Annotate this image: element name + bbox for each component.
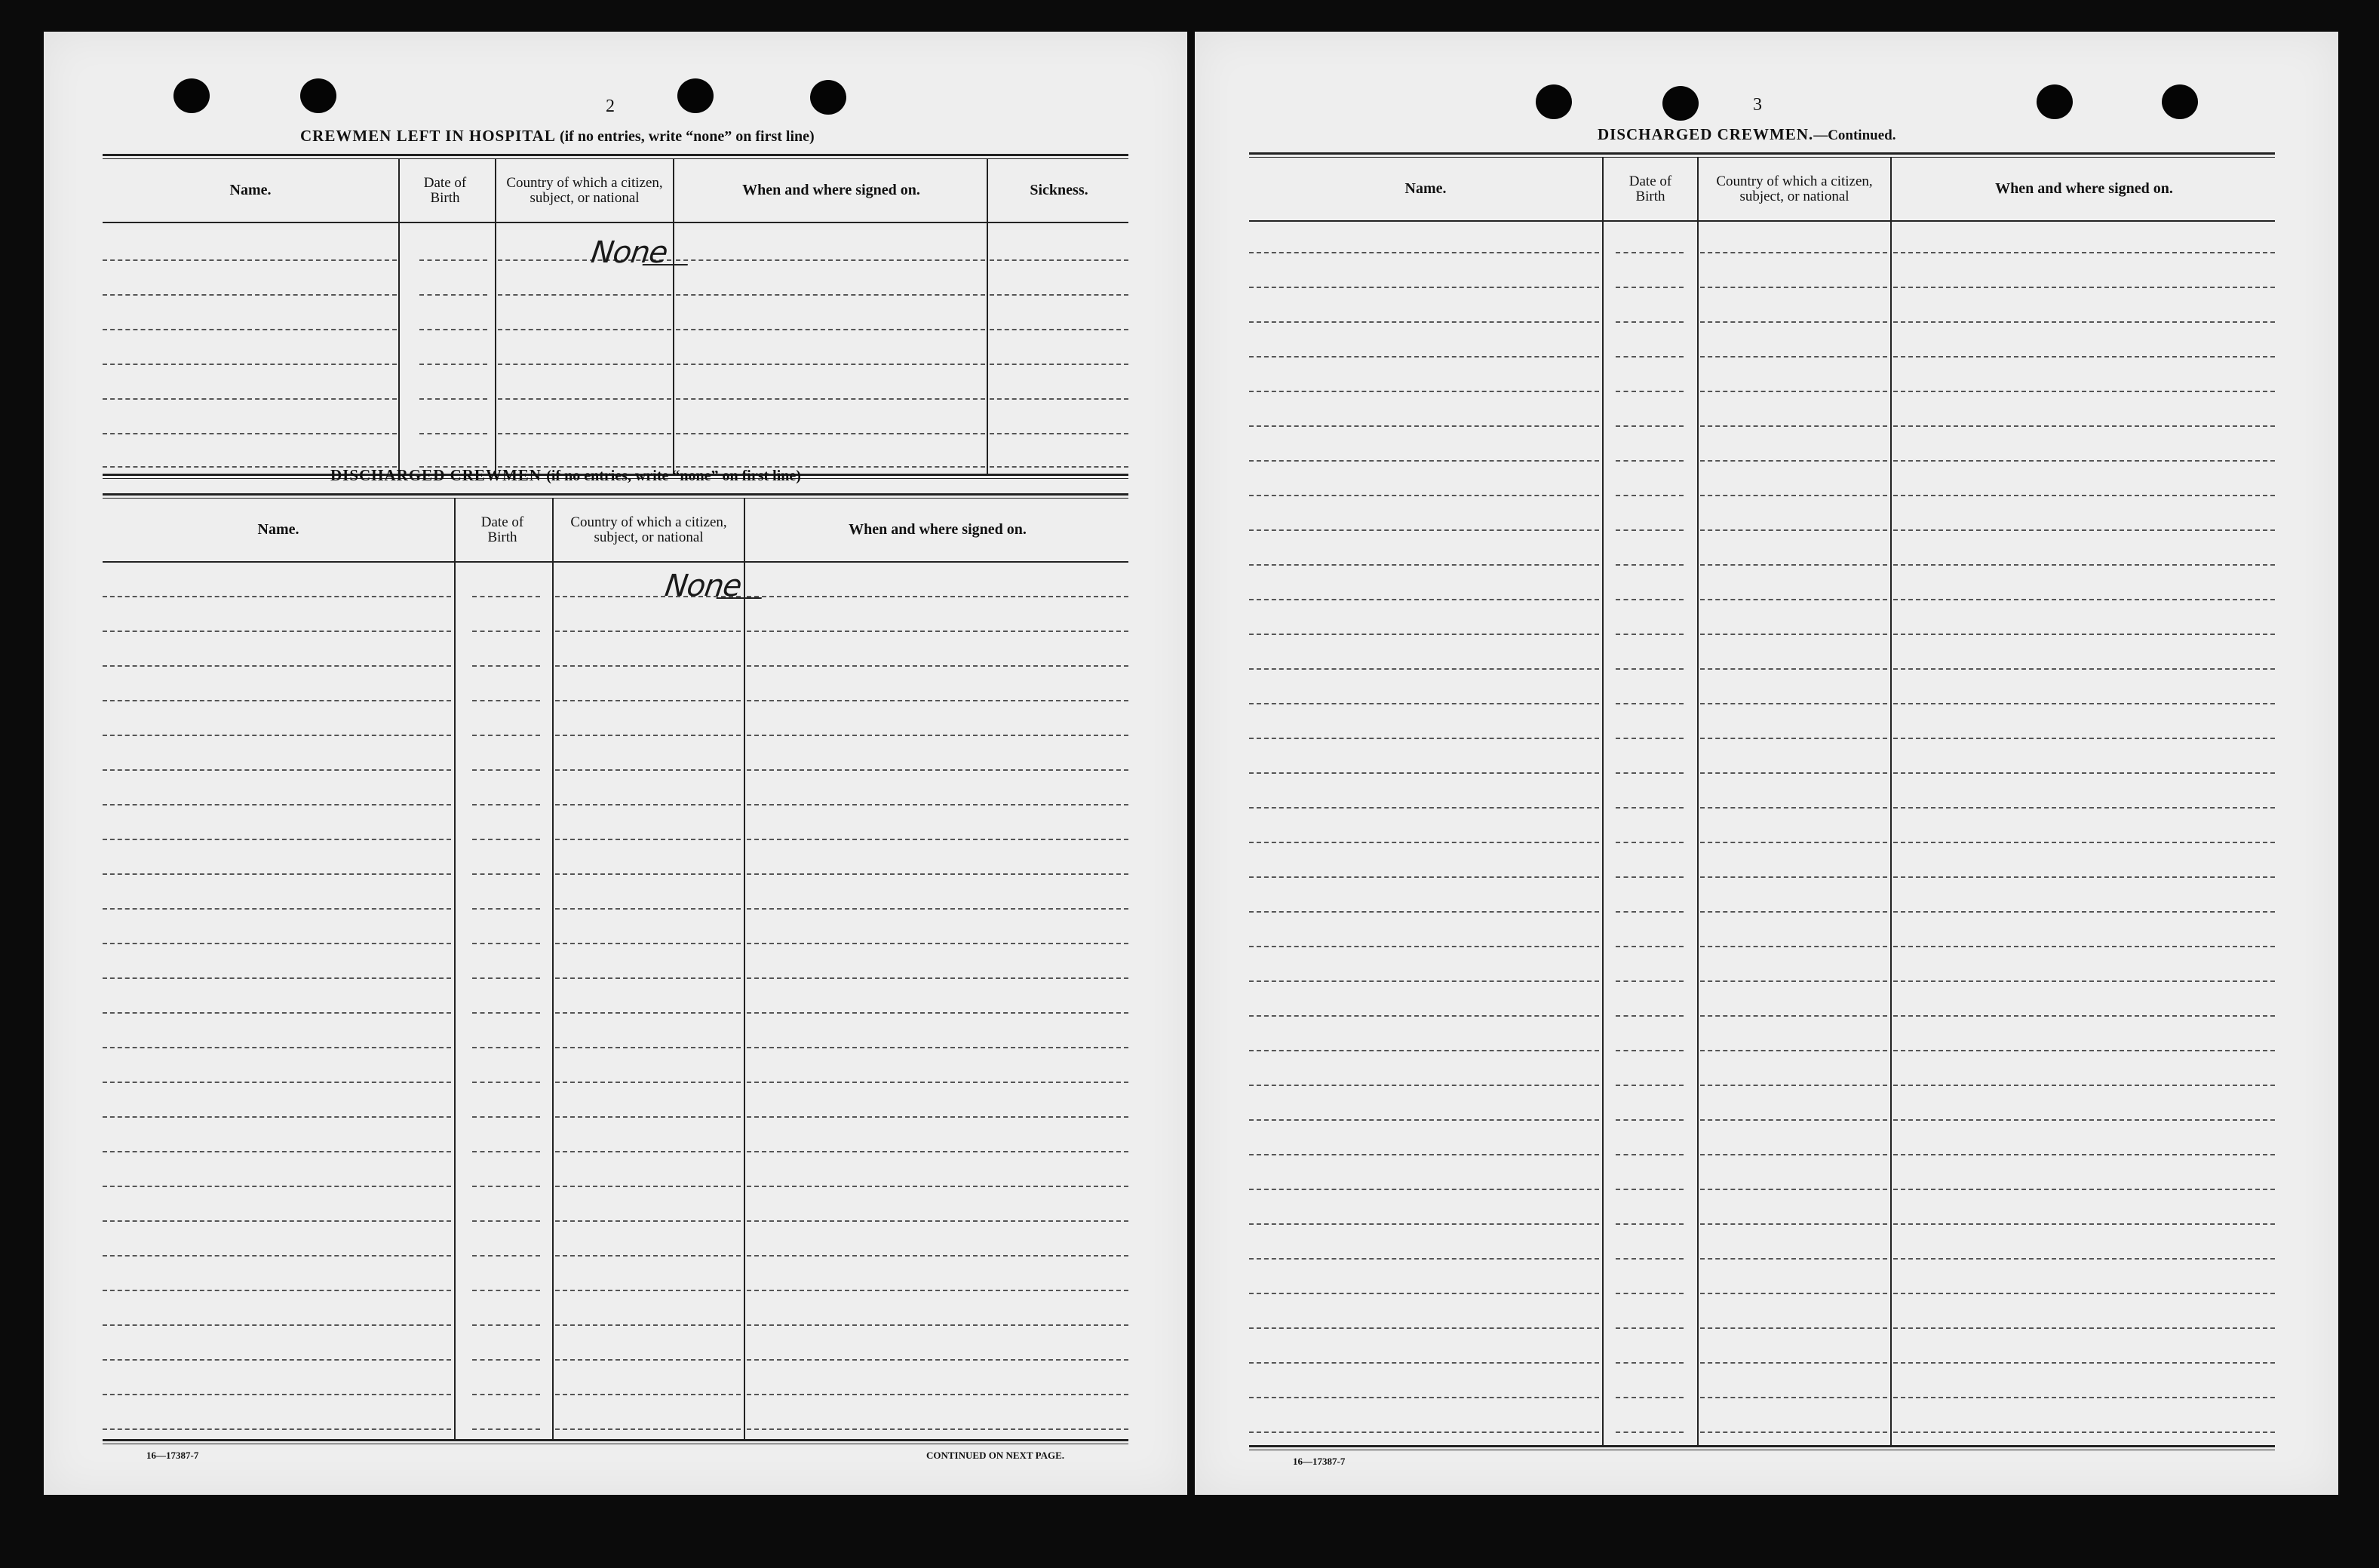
ruled-line (555, 735, 741, 736)
ruled-line (472, 769, 540, 771)
ruled-line (1700, 529, 1887, 531)
ruled-line (472, 1151, 540, 1152)
ruled-line (555, 769, 741, 771)
ruled-line (472, 1255, 540, 1257)
ruled-line (1893, 1362, 2275, 1364)
ruled-line (103, 700, 451, 701)
ruled-line (1893, 1154, 2275, 1155)
ruled-line (747, 804, 1128, 805)
col-date-of-birth: Date of Birth (480, 514, 524, 545)
col-name: Name. (1404, 180, 1447, 197)
ruled-line (747, 665, 1128, 667)
ruled-line (1249, 356, 1599, 357)
ruled-line (1700, 1154, 1887, 1155)
ruled-line (103, 943, 451, 944)
ruled-line (1700, 946, 1887, 947)
punch-hole (810, 80, 846, 115)
ruled-line (472, 804, 540, 805)
section-title-discharged (330, 466, 801, 485)
form-number: 16—17387-7 (146, 1450, 199, 1461)
ruled-line (103, 1394, 451, 1395)
ruled-line (1249, 1223, 1599, 1225)
ruled-line (1616, 287, 1684, 288)
punch-hole (2037, 84, 2073, 119)
ruled-line (1893, 738, 2275, 739)
ruled-line (1700, 911, 1887, 913)
ruled-line (555, 943, 741, 944)
ruled-line (1893, 1258, 2275, 1260)
ruled-line (103, 1255, 451, 1257)
ruled-line (1893, 564, 2275, 566)
ruled-line (1249, 634, 1599, 635)
ruled-line (103, 1428, 451, 1430)
col-country: Country of which a citizen, subject, or national (1716, 173, 1873, 204)
ruled-line (103, 908, 451, 910)
ruled-line (1249, 321, 1599, 323)
section-title-hospital (300, 127, 815, 146)
ruled-line (1700, 634, 1887, 635)
ruled-line (1893, 599, 2275, 600)
page-number: 2 (606, 97, 615, 116)
ruled-line (1700, 1015, 1887, 1017)
col-sickness: Sickness. (1030, 182, 1088, 198)
ruled-line (472, 1290, 540, 1291)
ruled-line (1616, 460, 1684, 462)
ruled-line (555, 1151, 741, 1152)
ruled-line (1616, 425, 1684, 427)
ruled-line (1616, 807, 1684, 809)
ruled-line (472, 943, 540, 944)
ruled-line (747, 769, 1128, 771)
ruled-line (1249, 1050, 1599, 1051)
ruled-line (555, 1394, 741, 1395)
ruled-line (1249, 703, 1599, 704)
col-signed-on: When and where signed on. (1995, 180, 2173, 197)
ruled-line (555, 839, 741, 840)
ruled-line (1893, 252, 2275, 253)
ruled-line (1700, 599, 1887, 600)
punch-hole (1536, 84, 1572, 119)
ruled-line (747, 700, 1128, 701)
ruled-line (1700, 980, 1887, 982)
col-name: Name. (229, 182, 272, 198)
ruled-line (1249, 1362, 1599, 1364)
ruled-line (103, 804, 451, 805)
ruled-line (1249, 1397, 1599, 1398)
ruled-line (1616, 599, 1684, 600)
ruled-line (1893, 1119, 2275, 1121)
col-date-of-birth: Date of Birth (423, 175, 467, 206)
ruled-line (103, 1116, 451, 1118)
ruled-line (1249, 1293, 1599, 1294)
ruled-line (1616, 703, 1684, 704)
ruled-line (555, 1012, 741, 1014)
ruled-line (1249, 460, 1599, 462)
ruled-line (555, 1324, 741, 1326)
ruled-line (1700, 391, 1887, 392)
ruled-line (1893, 425, 2275, 427)
ruled-line (1893, 1085, 2275, 1086)
ruled-line (747, 1428, 1128, 1430)
discharged-instruction: (if no entries, write “none” on first line) (546, 468, 801, 484)
ruled-line (1616, 738, 1684, 739)
ruled-line (1249, 946, 1599, 947)
ruled-line (555, 1290, 741, 1291)
ruled-line (1700, 1050, 1887, 1051)
ruled-line (1893, 1015, 2275, 1017)
col-name: Name. (257, 521, 299, 538)
section-title-discharged-continued (1598, 125, 1896, 144)
hospital-table (103, 154, 1128, 475)
ruled-line (1249, 599, 1599, 600)
ruled-line (1616, 564, 1684, 566)
ruled-line (555, 1047, 741, 1048)
ruled-line (472, 1324, 540, 1326)
ruled-line (1700, 1223, 1887, 1225)
left-page (44, 32, 1187, 1495)
ruled-line (1249, 1327, 1599, 1329)
ruled-line (103, 631, 451, 632)
ruled-line (1249, 807, 1599, 809)
ruled-line (1893, 807, 2275, 809)
ruled-line (1616, 634, 1684, 635)
ruled-line (1700, 564, 1887, 566)
right-page (1195, 32, 2338, 1495)
ruled-line (1616, 1293, 1684, 1294)
ruled-line (1616, 1431, 1684, 1433)
ruled-line (747, 873, 1128, 875)
ruled-line (1616, 252, 1684, 253)
ruled-line (1616, 1119, 1684, 1121)
ruled-line (747, 839, 1128, 840)
ruled-line (1616, 946, 1684, 947)
ruled-line (747, 1012, 1128, 1014)
ruled-line (472, 1012, 540, 1014)
ruled-line (747, 1255, 1128, 1257)
ruled-line (1893, 1327, 2275, 1329)
ruled-line (1700, 1258, 1887, 1260)
ruled-line (103, 1151, 451, 1152)
ruled-line (472, 1082, 540, 1083)
ruled-line (1249, 1085, 1599, 1086)
col-signed-on: When and where signed on. (742, 182, 920, 198)
ruled-line (103, 665, 451, 667)
ruled-line (1893, 1293, 2275, 1294)
ruled-line (555, 665, 741, 667)
ruled-line (555, 1428, 741, 1430)
ruled-line (1249, 1258, 1599, 1260)
ruled-line (472, 908, 540, 910)
ruled-line (103, 1082, 451, 1083)
ruled-line (1700, 1362, 1887, 1364)
ruled-line (555, 1220, 741, 1222)
ruled-line (103, 873, 451, 875)
discharged-continued-table (1249, 152, 2275, 1450)
ruled-line (1249, 252, 1599, 253)
discharged-title-text: DISCHARGED CREWMEN (330, 466, 542, 484)
ruled-line (1700, 252, 1887, 253)
ruled-line (1616, 391, 1684, 392)
ruled-line (1893, 391, 2275, 392)
ruled-line (1616, 876, 1684, 878)
ruled-line (472, 700, 540, 701)
ruled-line (472, 977, 540, 979)
ruled-line (1616, 911, 1684, 913)
ruled-line (1893, 321, 2275, 323)
ruled-line (1893, 1189, 2275, 1190)
continued-note: CONTINUED ON NEXT PAGE. (926, 1450, 1064, 1461)
ruled-line (1249, 668, 1599, 670)
ruled-line (747, 735, 1128, 736)
ruled-line (555, 1359, 741, 1361)
ruled-line (103, 1186, 451, 1187)
ruled-line (1700, 460, 1887, 462)
ruled-line (1616, 356, 1684, 357)
ruled-line (1700, 495, 1887, 496)
ruled-line (1616, 495, 1684, 496)
ruled-line (1700, 668, 1887, 670)
ruled-line (472, 873, 540, 875)
ruled-line (1249, 287, 1599, 288)
ruled-line (1700, 1189, 1887, 1190)
ruled-line (1616, 1397, 1684, 1398)
punch-hole (2162, 84, 2198, 119)
ruled-line (1249, 425, 1599, 427)
ruled-line (1893, 634, 2275, 635)
ruled-line (1616, 772, 1684, 774)
ruled-line (472, 665, 540, 667)
ruled-line (555, 1186, 741, 1187)
ruled-line (747, 596, 1128, 597)
ruled-line (1616, 842, 1684, 843)
col-signed-on: When and where signed on. (849, 521, 1027, 538)
ruled-line (1616, 980, 1684, 982)
ruled-line (1249, 529, 1599, 531)
ruled-line (1700, 425, 1887, 427)
ruled-line (1616, 668, 1684, 670)
ruled-line (747, 1220, 1128, 1222)
ruled-line (555, 804, 741, 805)
ruled-line (1893, 529, 2275, 531)
page-number: 3 (1753, 95, 1762, 115)
ruled-line (1249, 1431, 1599, 1433)
ruled-line (1893, 703, 2275, 704)
ruled-line (103, 769, 451, 771)
ruled-line (1700, 356, 1887, 357)
ruled-line (747, 977, 1128, 979)
ruled-line (1893, 668, 2275, 670)
ruled-line (555, 977, 741, 979)
ruled-line (472, 1220, 540, 1222)
title-text: DISCHARGED CREWMEN. (1598, 125, 1814, 143)
ruled-line (472, 839, 540, 840)
ruled-line (1700, 876, 1887, 878)
ruled-line (1893, 946, 2275, 947)
ruled-line (1700, 807, 1887, 809)
ruled-line (1893, 287, 2275, 288)
discharged-table (103, 493, 1128, 1444)
ruled-line (1893, 842, 2275, 843)
ruled-line (1616, 1154, 1684, 1155)
form-number: 16—17387-7 (1293, 1456, 1346, 1467)
ruled-line (555, 631, 741, 632)
ruled-line (1700, 1119, 1887, 1121)
ruled-line (747, 1082, 1128, 1083)
ruled-line (1893, 980, 2275, 982)
ruled-line (1700, 1431, 1887, 1433)
ruled-line (1700, 1327, 1887, 1329)
ruled-line (1616, 529, 1684, 531)
ruled-line (1616, 1085, 1684, 1086)
ruled-line (1249, 1189, 1599, 1190)
ruled-line (1893, 460, 2275, 462)
handwritten-none: None (588, 235, 670, 270)
ruled-line (103, 735, 451, 736)
ruled-line (1249, 495, 1599, 496)
ruled-line (747, 1290, 1128, 1291)
ruled-line (103, 1047, 451, 1048)
ruled-line (472, 596, 540, 597)
ruled-line (747, 1151, 1128, 1152)
ruled-line (103, 596, 451, 597)
ruled-line (747, 1047, 1128, 1048)
ruled-line (1700, 772, 1887, 774)
ruled-line (747, 1359, 1128, 1361)
ruled-line (1616, 1258, 1684, 1260)
ruled-line (1893, 356, 2275, 357)
ruled-line (747, 1394, 1128, 1395)
title-suffix: —Continued. (1813, 127, 1896, 143)
ruled-line (555, 873, 741, 875)
ruled-line (747, 1324, 1128, 1326)
col-country: Country of which a citizen, subject, or national (570, 514, 727, 545)
ruled-line (555, 908, 741, 910)
ruled-line (1249, 564, 1599, 566)
ruled-line (103, 1220, 451, 1222)
punch-hole (677, 78, 714, 113)
ruled-line (1249, 911, 1599, 913)
ruled-line (1616, 1015, 1684, 1017)
ruled-line (1249, 980, 1599, 982)
ruled-line (1893, 1397, 2275, 1398)
ruled-line (472, 1394, 540, 1395)
hospital-instruction: (if no entries, write “none” on first line) (559, 128, 815, 145)
ruled-line (1893, 876, 2275, 878)
ruled-line (1893, 1223, 2275, 1225)
ruled-line (103, 1012, 451, 1014)
ruled-line (103, 1359, 451, 1361)
ruled-line (1893, 495, 2275, 496)
ruled-line (472, 1428, 540, 1430)
ruled-line (1700, 703, 1887, 704)
ruled-line (472, 735, 540, 736)
ruled-line (1249, 772, 1599, 774)
ruled-line (472, 1047, 540, 1048)
ruled-line (747, 1186, 1128, 1187)
ruled-line (472, 1186, 540, 1187)
ruled-line (103, 977, 451, 979)
punch-hole (1662, 86, 1699, 121)
ruled-line (1249, 1119, 1599, 1121)
ruled-line (555, 1082, 741, 1083)
ruled-line (555, 1255, 741, 1257)
ruled-line (1249, 876, 1599, 878)
ruled-line (1893, 1050, 2275, 1051)
ruled-line (472, 1359, 540, 1361)
ruled-line (1893, 772, 2275, 774)
ruled-line (1893, 911, 2275, 913)
ruled-line (1616, 1189, 1684, 1190)
hospital-title-text: CREWMEN LEFT IN HOSPITAL (300, 127, 555, 145)
ruled-line (747, 1116, 1128, 1118)
handwritten-none: None (662, 569, 744, 603)
punch-hole (300, 78, 336, 113)
ruled-line (747, 943, 1128, 944)
ruled-line (1893, 1431, 2275, 1433)
punch-hole (173, 78, 210, 113)
ruled-line (1616, 1223, 1684, 1225)
ruled-line (1700, 287, 1887, 288)
ruled-line (1700, 738, 1887, 739)
ruled-line (747, 908, 1128, 910)
ruled-line (1700, 321, 1887, 323)
ruled-line (1249, 738, 1599, 739)
ruled-line (472, 631, 540, 632)
ruled-line (1700, 842, 1887, 843)
ruled-line (1249, 842, 1599, 843)
ruled-line (1249, 1015, 1599, 1017)
ruled-line (1249, 391, 1599, 392)
ruled-line (472, 1116, 540, 1118)
ruled-line (1616, 1050, 1684, 1051)
ruled-line (103, 839, 451, 840)
ruled-line (1700, 1085, 1887, 1086)
ruled-line (1700, 1293, 1887, 1294)
ruled-line (103, 1324, 451, 1326)
ruled-line (1616, 321, 1684, 323)
ruled-line (1616, 1327, 1684, 1329)
ruled-line (1616, 1362, 1684, 1364)
ruled-line (103, 1290, 451, 1291)
col-country: Country of which a citizen, subject, or national (506, 175, 663, 206)
ruled-line (1700, 1397, 1887, 1398)
ruled-line (555, 700, 741, 701)
ruled-line (555, 1116, 741, 1118)
col-date-of-birth: Date of Birth (1628, 173, 1672, 204)
ruled-line (1249, 1154, 1599, 1155)
ruled-line (747, 631, 1128, 632)
